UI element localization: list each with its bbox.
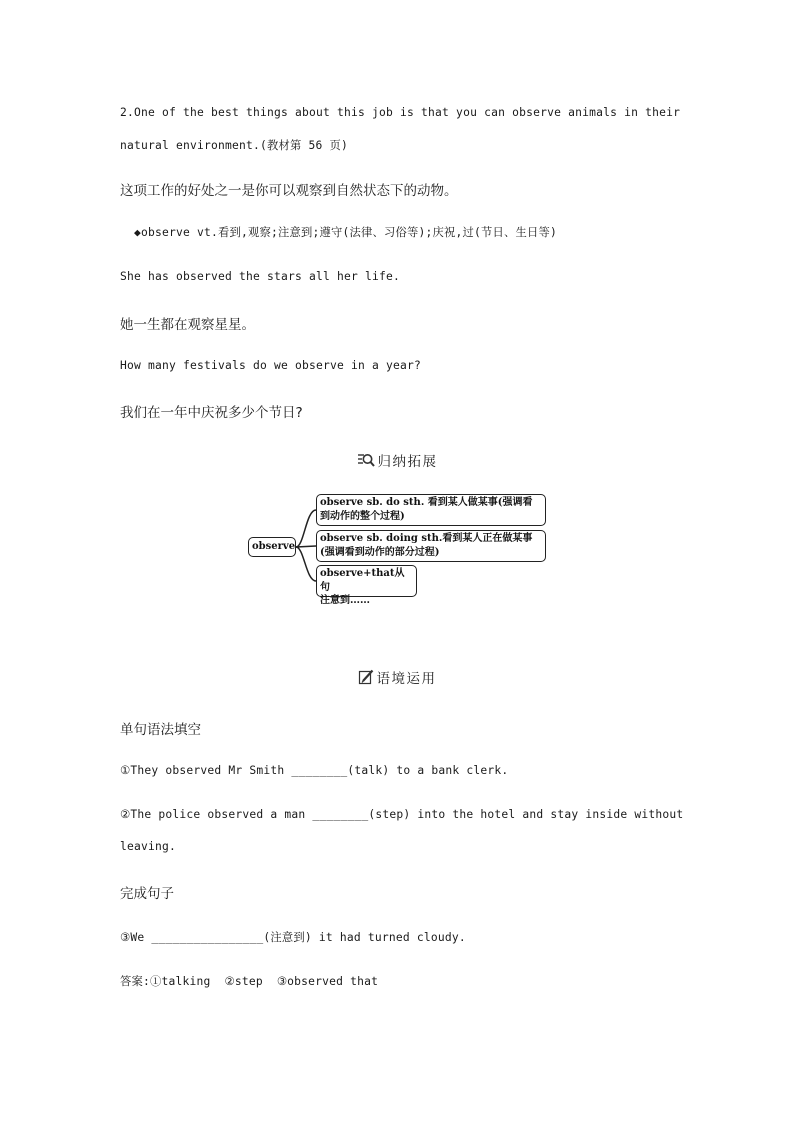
mindmap-branch-doing (316, 530, 546, 562)
example2-zh: 我们在一年中庆祝多少个节日? (120, 405, 303, 421)
exercise-q2-line1: ②The police observed a man ________(step) into the hotel and stay inside without (120, 808, 684, 821)
observe-mindmap (248, 493, 548, 606)
item2-translation: 这项工作的好处之一是你可以观察到自然状态下的动物。 (120, 183, 458, 199)
exercise-q1: ①They observed Mr Smith ________(talk) to a bank clerk. (120, 764, 509, 777)
branch-doing-line2: (强调看到动作的部分过程) (320, 546, 440, 558)
exercise-heading-grammar: 单句语法填空 (120, 722, 201, 738)
mindmap-root: observe (248, 537, 296, 557)
branch-do-line2: 到动作的整个过程) (320, 510, 405, 522)
answer-line: 答案:①talking ②step ③observed that (120, 975, 379, 988)
branch-that-line2: 注意到…… (320, 595, 370, 606)
exercise-q3: ③We ________________(注意到) it had turned cloudy. (120, 931, 466, 944)
magnifier-list-icon (357, 452, 375, 472)
item2-line1: 2.One of the best things about this job is that you can observe animals in their (120, 106, 681, 119)
usage-section-title (0, 667, 794, 689)
mindmap-branch-do (316, 494, 546, 526)
observe-definition: ◆observe vt.看到,观察;注意到;遵守(法律、习俗等);庆祝,过(节日、生日等) (134, 226, 557, 239)
mindmap-branch-that (316, 565, 417, 606)
example1-zh: 她一生都在观察星星。 (120, 317, 255, 333)
exercise-q2-line2: leaving. (120, 840, 177, 853)
branch-do-line1: observe sb. do sth. 看到某人做某事(强调看 (320, 497, 533, 508)
pencil-edit-icon (358, 669, 374, 689)
branch-that-line1: observe+that从句 (320, 568, 405, 593)
example2-en: How many festivals do we observe in a year? (120, 359, 422, 372)
usage-title: 语境运用 (376, 671, 437, 687)
summary-title: 归纳拓展 (377, 454, 438, 470)
item2-line2: natural environment.(教材第 56 页) (120, 139, 349, 152)
branch-doing-line1: observe sb. doing sth.看到某人正在做某事 (320, 533, 533, 544)
summary-section-title (0, 450, 794, 472)
exercise-heading-complete: 完成句子 (120, 886, 174, 902)
example1-en: She has observed the stars all her life. (120, 270, 401, 283)
